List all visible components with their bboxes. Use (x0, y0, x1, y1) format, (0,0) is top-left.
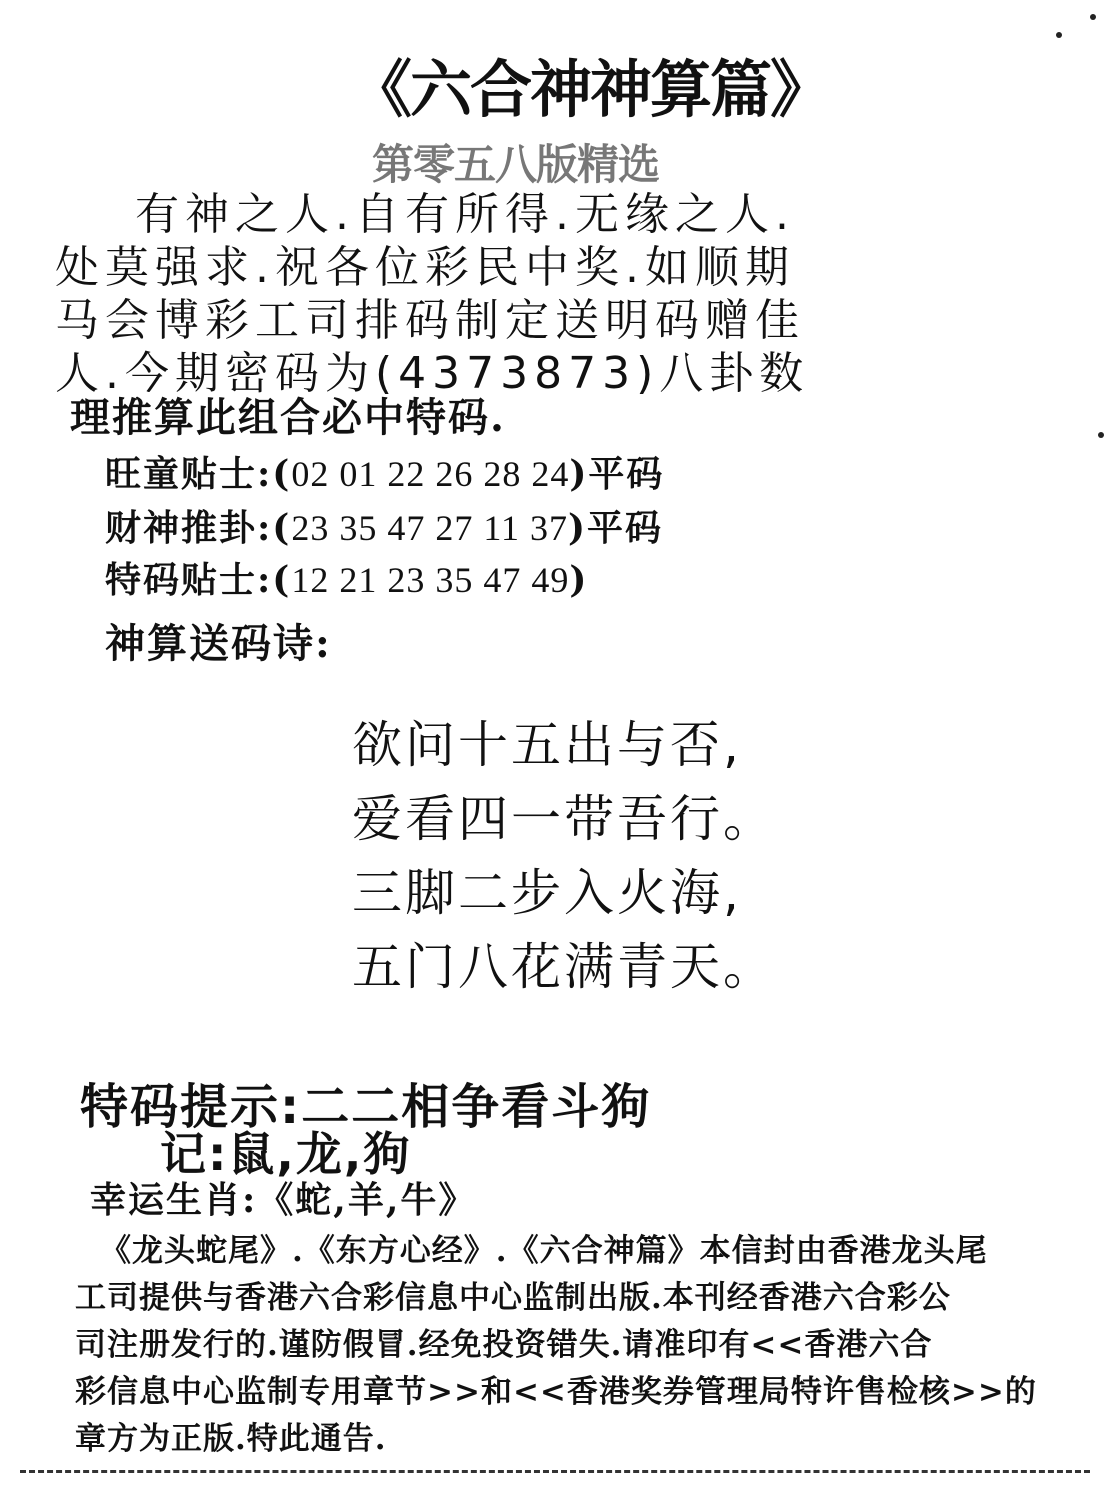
scan-speck (1056, 32, 1062, 38)
intro-line: 人.今期密码为(4373873)八卦数 (55, 348, 810, 399)
notice-line: 司注册发行的.谨防假冒.经免投资错失.请准印有<<香港六合 (75, 1327, 933, 1363)
lucky-zodiac: 幸运生肖:《蛇,羊,牛》 (90, 1179, 477, 1221)
pick-suffix: )平码 (569, 453, 665, 495)
poem-line: 三脚二步入火海, (352, 864, 742, 922)
intro-tail: 理推算此组合必中特码. (70, 394, 506, 441)
special-hint: 特码提示:二二相争看斗狗 (80, 1079, 652, 1135)
pick-label: 特码贴士:( (105, 559, 292, 601)
poem (352, 708, 776, 1004)
publisher-notice (75, 1228, 1065, 1463)
page-title: 《六合神神算篇》 (350, 53, 831, 126)
scan-speck (1098, 432, 1104, 438)
pick-label: 财神推卦:( (105, 507, 292, 549)
intro-line: 马会博彩工司排码制定送明码赠佳 (55, 295, 805, 346)
pick-suffix: ) (569, 559, 589, 601)
notice-line: 彩信息中心监制专用章节>>和<<香港奖券管理局特许售检核>>的 (75, 1374, 1037, 1410)
poem-line: 五门八花满青天。 (352, 938, 776, 996)
pick-numbers: 12 21 23 35 47 49 (291, 560, 570, 600)
footer-divider (20, 1470, 1090, 1473)
pick-numbers: 02 01 22 26 28 24 (291, 454, 570, 494)
pick-suffix: )平码 (568, 507, 664, 549)
notice-line: 《龙头蛇尾》.《东方心经》.《六合神篇》本信封由香港龙头尾 (100, 1233, 988, 1269)
pick-row-wangtong (105, 446, 664, 497)
notice-line: 工司提供与香港六合彩信息中心监制出版.本刊经香港六合彩公 (75, 1280, 951, 1316)
pick-row-tema (105, 552, 588, 603)
pick-row-caishen (105, 500, 663, 551)
poem-line: 爱看四一带吾行。 (352, 790, 776, 848)
poem-heading: 神算送码诗: (105, 620, 332, 667)
notice-line: 章方为正版.特此通告. (75, 1421, 387, 1457)
edition-subtitle: 第零五八版精选 (372, 140, 660, 189)
remember-note: 记:鼠,龙,狗 (160, 1127, 412, 1181)
intro-paragraph (55, 188, 1085, 400)
intro-line: 处莫强求.祝各位彩民中奖.如顺期 (55, 242, 795, 293)
intro-line: 有神之人.自有所得.无缘之人. (135, 189, 795, 240)
scan-speck (1090, 14, 1096, 20)
pick-numbers: 23 35 47 27 11 37 (291, 508, 568, 548)
poem-line: 欲问十五出与否, (352, 716, 742, 774)
pick-label: 旺童贴士:( (105, 453, 292, 495)
